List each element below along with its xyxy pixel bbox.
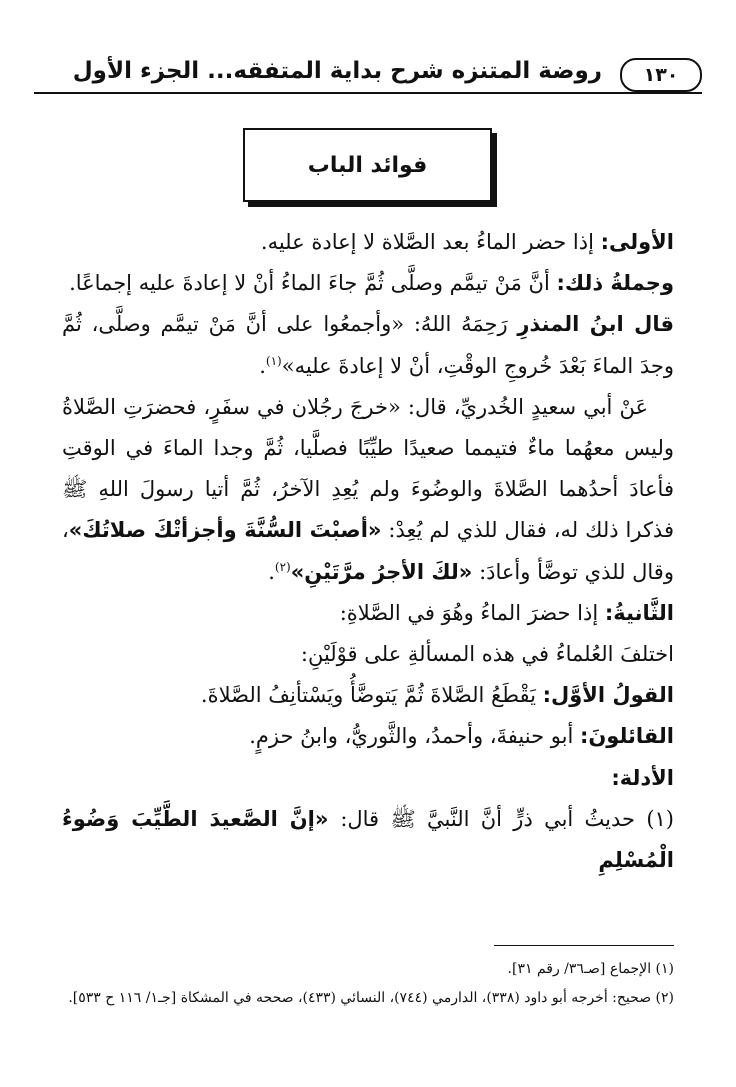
quote-attribution: قال ابنُ المنذرِ [517,312,674,337]
paragraph-text: (١) حديثُ أبي ذرٍّ أنَّ النَّبيَّ ﷺ قال: [340,806,674,831]
paragraph-text: رَحِمَهُ اللهُ: «وأجمعُوا على أنَّ مَنْ تيمَّم وصلَّى، ثُمَّ وجدَ الماءَ بَعْدَ خُروجِ الوقْتِ، أنْ لا إعادةَ عليه» [62,312,674,378]
paragraph-first-opinion [62,675,674,716]
footnote-2: (٢) صحيح: أخرجه أبو داود (٣٣٨)، الدارمي (٧٤٤)، النسائي (٤٣٣)، صححه في المشكاة [جـ١/ ١١٦ ح ٥٣٣]. [68,990,674,1006]
paragraph-text: ، وقال للذي توضَّأ وأعادَ: [62,518,674,584]
footnote-ref-1: (١) [265,353,282,368]
paragraph-evidence-1 [62,799,674,881]
point-label: الثَّانيةُ: [604,600,674,625]
section-title-box [243,128,492,202]
opinion-label: القولُ الأوَّل: [542,683,674,708]
page-number: ١٣٠ [620,58,702,92]
point-label: الأولى: [600,230,674,254]
proponents-label: القائلونَ: [579,724,674,749]
hadith-quote: «أصبْتَ السُّنَّةَ وأجزأتْكَ صلاتُكَ» [68,518,382,543]
running-title: روضة المتنزه شرح بداية المتفقه... الجزء الأول [72,58,602,84]
hadith-quote: «إنَّ الصَّعيدَ الطَّيِّبَ وَضُوءُ الْمُسْلِمِ [62,806,674,873]
paragraph-text: اختلفَ العُلماءُ في هذه المسألةِ على قوْلَيْنِ: [300,642,674,667]
paragraph-text: إذا حضرَ الماءُ وهُوَ في الصَّلاةِ: [339,600,605,625]
page-header [34,50,702,96]
paragraph-summary [62,263,674,304]
paragraph-text: . [268,559,275,584]
paragraph-proponents [62,716,674,757]
paragraph-disagreement [62,634,674,675]
footnote-divider [494,945,674,946]
paragraph-text: أبو حنيفةَ، وأحمدُ، والثَّوريُّ، وابنُ حزمٍ. [249,724,580,749]
footnote-1: (١) الإجماع [صـ٣٦/ رقم ٣١]. [507,961,674,977]
paragraph-text: أنَّ مَنْ تيمَّم وصلَّى ثُمَّ جاءَ الماءُ أنْ لا إعادةَ عليه إجماعًا. [69,271,557,296]
paragraph-text: يَقْطَعُ الصَّلاةَ ثُمَّ يَتوضَّأُ ويَسْتأنِفُ الصَّلاةَ. [200,683,543,708]
footnotes [62,955,674,1013]
paragraph-text: عَنْ أبي سعيدٍ الخُدريِّ، قال: «خرجَ رجُلان في سفَرٍ، فحضرَتِ الصَّلاةُ وليس معهُما ماءٌ فتيمما صعيدًا طيِّبًا فصلَّيا، ثُمَّ وجدا الماءَ في الوقتِ فأعادَ أحدُهما الصَّلاةَ والوضُوءَ ولم يُعِدِ الآخرُ، ثُمَّ أتيا رسولَ اللهِ ﷺ فذكرا ذلك له، فقال للذي لم يُعِدْ: [62,394,674,543]
paragraph-first-point [62,222,674,263]
paragraph-hadith-abu-said [62,387,674,593]
hadith-quote: «لكَ الأجرُ مرَّتَيْنِ» [290,559,473,584]
summary-label: وجملةُ ذلك: [556,271,674,296]
footnote-ref-2: (٢) [274,559,291,574]
header-rule [34,92,702,94]
paragraph-evidence-heading [62,758,674,799]
evidence-label: الأدلة: [611,765,674,790]
main-text [62,222,674,881]
section-title: فوائد الباب [307,152,428,178]
paragraph-ibn-mundhir: قال ابنُ المنذرِ رَحِمَهُ اللهُ: «وأجمعُوا على أنَّ مَنْ تيمَّم وصلَّى، ثُمَّ وجدَ الماءَ بَعْدَ خُروجِ الوقْتِ، أنْ لا إعادةَ عليه»$^{(١)}$. [62,312,674,378]
paragraph-second-point [62,593,674,634]
paragraph-text: إذا حضر الماءُ بعد الصَّلاة لا إعادة عليه. [260,230,601,254]
